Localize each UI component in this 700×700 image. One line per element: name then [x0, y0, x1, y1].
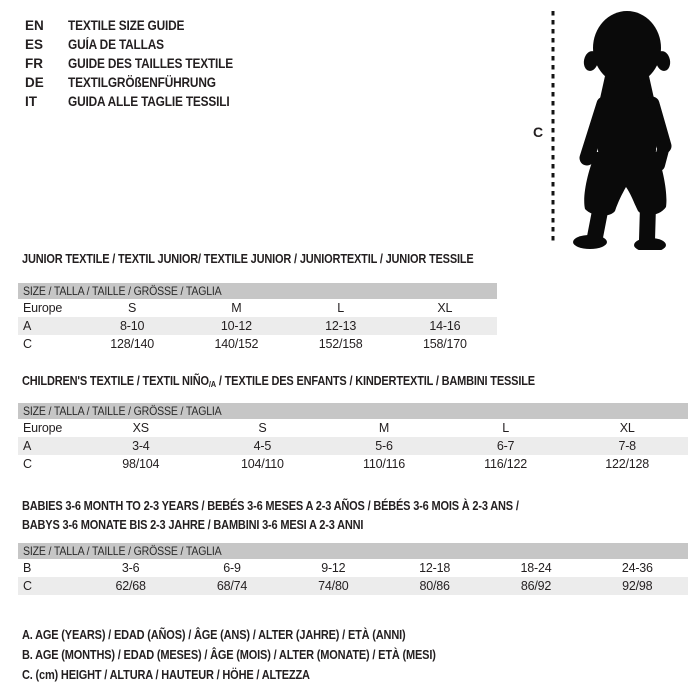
age-cell: 14-16 [429, 319, 461, 333]
age-cell: 6-9 [223, 561, 241, 575]
size-cell: L [337, 301, 344, 315]
row-label: A [23, 319, 32, 333]
height-cell: 152/158 [318, 337, 363, 351]
nino-a-subscript: /A [208, 379, 216, 389]
height-cell: 80/86 [419, 579, 450, 593]
size-cell: M [231, 301, 242, 315]
height-cell: 140/152 [214, 337, 259, 351]
language-code: FR [25, 56, 43, 71]
junior-textile-table [18, 283, 497, 353]
legend-line-a: A. AGE (YEARS) / EDAD (AÑOS) / ÂGE (ANS) / ALTER (JAHRE) / ETÀ (ANNI) [22, 628, 406, 642]
junior-textile-title: JUNIOR TEXTILE / TEXTIL JUNIOR/ TEXTILE JUNIOR / JUNIORTEXTIL / JUNIOR TESSILE [22, 252, 474, 266]
age-cell: 9-12 [321, 561, 346, 575]
row-label: C [23, 579, 32, 593]
height-cell: 110/116 [363, 457, 405, 471]
age-cell: 8-10 [120, 319, 145, 333]
language-row [25, 73, 256, 92]
size-cell: XS [132, 421, 149, 435]
height-cell: 116/122 [484, 457, 527, 471]
age-cell: 24-36 [621, 561, 653, 575]
language-code: IT [25, 94, 37, 109]
size-cell: S [258, 421, 267, 435]
legend-line-b: B. AGE (MONTHS) / EDAD (MESES) / ÂGE (MOIS) / ALTER (MONATE) / ETÀ (MESI) [22, 648, 436, 662]
table-row [18, 299, 497, 317]
height-cell: 62/68 [115, 579, 146, 593]
language-row [25, 35, 256, 54]
age-cell: 12-13 [325, 319, 357, 333]
language-title: GUÍA DE TALLAS [68, 37, 164, 52]
language-title: GUIDE DES TAILLES TEXTILE [68, 56, 234, 71]
height-cell: 122/128 [605, 457, 650, 471]
language-code: DE [25, 75, 44, 90]
height-dashed-line-icon [550, 11, 556, 244]
size-header-label: SIZE / TALLA / TAILLE / GRÖSSE / TAGLIA [23, 544, 222, 558]
height-cell: 158/170 [422, 337, 467, 351]
language-code: ES [25, 37, 44, 52]
table-row [18, 437, 688, 455]
size-cell: S [128, 301, 137, 315]
age-cell: 7-8 [618, 439, 636, 453]
babies-textile-title: BABIES 3-6 MONTH TO 2-3 YEARS / BEBÉS 3-6 MESES A 2-3 AÑOS / BÉBÉS 3-6 MOIS À 2-3 ANS / BABYS 3-6 MONATE BIS 2-3 JAHRE / BAMBINI 3-6 MESI A 2-3 ANNI [22, 499, 519, 532]
age-cell: 10-12 [220, 319, 252, 333]
age-cell: 4-5 [253, 439, 272, 453]
table-row [18, 335, 497, 353]
size-header-label: SIZE / TALLA / TAILLE / GRÖSSE / TAGLIA [23, 404, 222, 418]
size-header-label: SIZE / TALLA / TAILLE / GRÖSSE / TAGLIA [23, 284, 222, 298]
language-row [25, 16, 256, 35]
row-label: B [23, 561, 32, 575]
size-cell: XL [437, 301, 453, 315]
language-title: TEXTILGRÖßENFÜHRUNG [68, 75, 216, 90]
toddler-silhouette-icon [560, 8, 695, 250]
language-title-list [25, 16, 256, 111]
language-code: EN [25, 18, 44, 33]
height-cell: 92/98 [622, 579, 653, 593]
language-title: GUIDA ALLE TAGLIE TESSILI [68, 94, 230, 109]
table-row [18, 577, 688, 595]
age-cell: 5-6 [375, 439, 393, 453]
age-cell: 18-24 [520, 561, 552, 575]
babies-textile-table [18, 543, 688, 595]
row-label: Europe [23, 301, 63, 315]
row-label: Europe [23, 421, 63, 435]
height-cell: 104/110 [240, 457, 284, 471]
row-label: C [23, 457, 32, 471]
childrens-textile-title: CHILDREN'S TEXTILE / TEXTIL $NIÑO_{/A}$ / TEXTILE DES ENFANTS / KINDERTEXTIL / BAMBINI TESSILE [22, 374, 535, 389]
age-cell: 3-4 [132, 439, 150, 453]
size-cell: M [378, 421, 390, 435]
table-row [18, 559, 688, 577]
size-header-bar [18, 403, 688, 419]
age-cell: 3-6 [121, 561, 140, 575]
age-cell: 12-18 [419, 561, 451, 575]
childrens-textile-table [18, 403, 688, 473]
legend-line-c: C. (cm) HEIGHT / ALTURA / HAUTEUR / HÖHE / ALTEZZA [22, 668, 310, 682]
language-row [25, 92, 256, 111]
table-row [18, 455, 688, 473]
height-measure-label: C [533, 124, 544, 140]
row-label: A [23, 439, 32, 453]
language-title: TEXTILE SIZE GUIDE [68, 18, 185, 33]
height-cell: 128/140 [110, 337, 155, 351]
legend [22, 628, 492, 688]
table-row [18, 419, 688, 437]
size-cell: L [502, 421, 509, 435]
table-row [18, 317, 497, 335]
height-cell: 98/104 [122, 457, 160, 471]
height-cell: 74/80 [318, 579, 349, 593]
age-cell: 6-7 [496, 439, 515, 453]
height-cell: 68/74 [216, 579, 248, 593]
size-cell: XL [619, 421, 635, 435]
language-row [25, 54, 256, 73]
height-cell: 86/92 [520, 579, 552, 593]
size-header-bar [18, 283, 497, 299]
row-label: C [23, 337, 32, 351]
size-header-bar [18, 543, 688, 559]
